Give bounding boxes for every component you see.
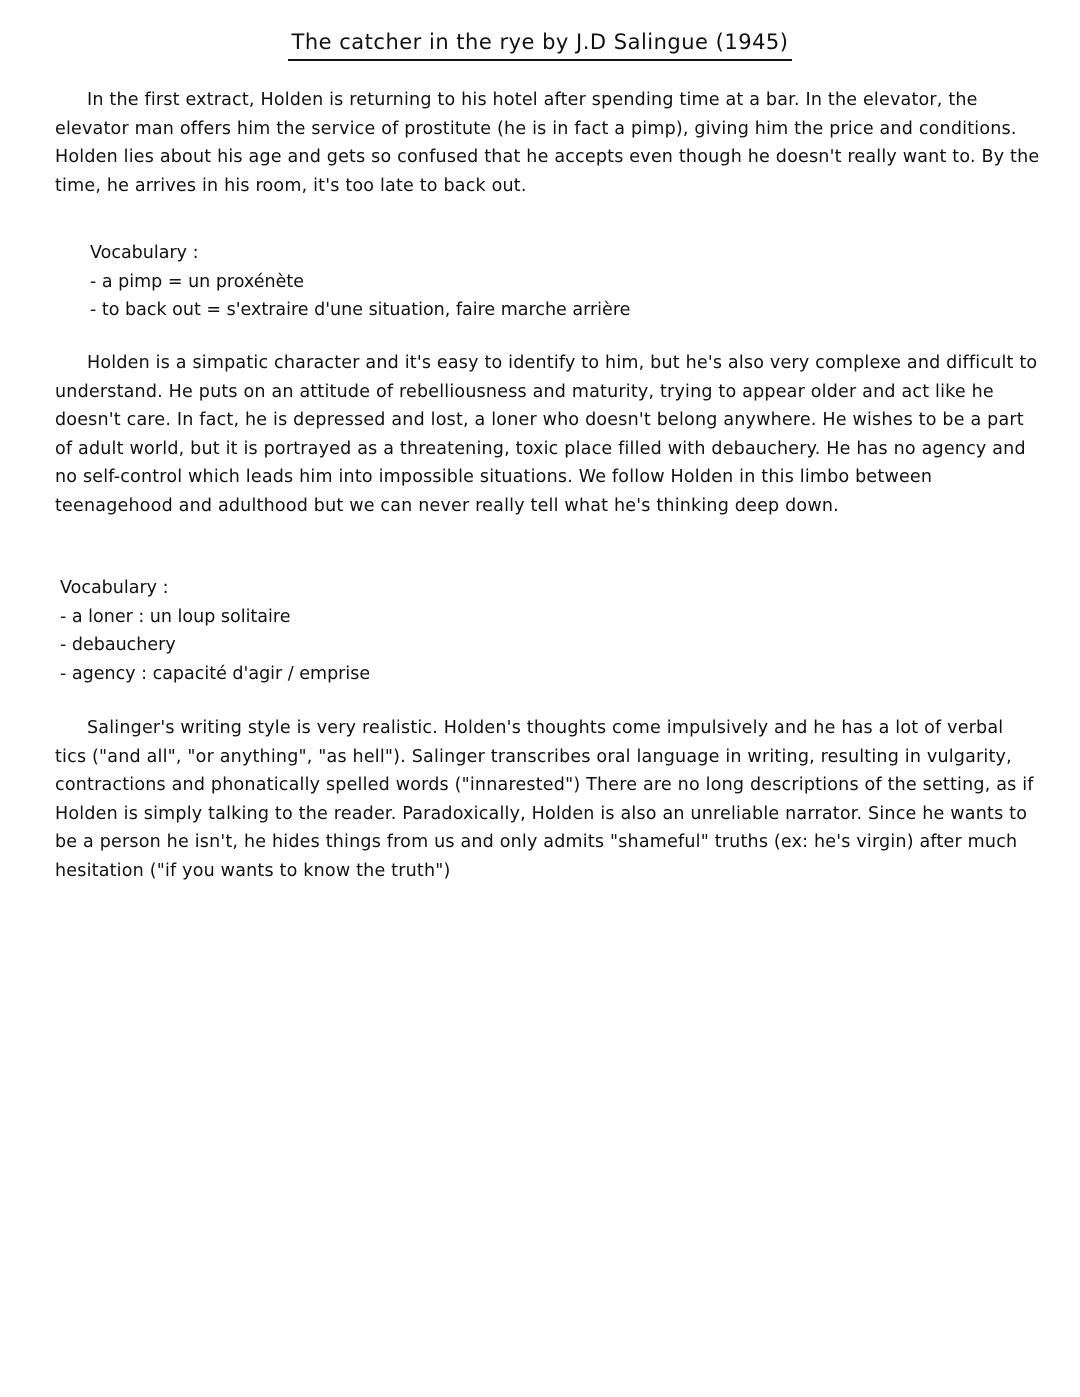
vocabulary-block-2 — [60, 574, 960, 688]
vocab-item-pimp: - a pimp = un proxénète — [90, 271, 304, 292]
page-title: The catcher in the rye by J.D Salingue (1945) — [288, 30, 793, 61]
vocabulary-list — [90, 268, 990, 325]
paragraph-summary: In the first extract, Holden is returning to his hotel after spending time at a bar. In the elevator, the elevator man offers him the service of prostitute (he is in fact a pimp), giving him the price and conditions. Holden lies about his age and gets so confused that he accepts even though he doesn't really want to. By the time, he arrives in his room, it's too late to back out. — [55, 90, 1040, 196]
paragraph-character: Holden is a simpatic character and it's easy to identify to him, but he's also very complexe and difficult to understand. He puts on an attitude of rebelliousness and maturity, trying to appear older and act like he doesn't care. In fact, he is depressed and lost, a loner who doesn't belong anywhere. He wishes to be a part of adult world, but it is portrayed as a threatening, toxic place filled with debauchery. He has no agency and no self-control which leads him into impossible situations. We follow Holden in this limbo between teenagehood and adulthood but we can never really tell what he's thinking deep down. — [55, 353, 1038, 516]
vocabulary-heading: Vocabulary : — [90, 243, 199, 263]
vocab-item-agency: - agency : capacité d'agir / emprise — [60, 663, 371, 684]
title-wrap — [0, 30, 1080, 61]
paragraph-writing-style: Salinger's writing style is very realistic. Holden's thoughts come impulsively and he has a lot of verbal tics ("and all", "or anything", "as hell"). Salinger transcribes oral language in writing, resulting in vulgarity, contractions and phonatically spelled words ("innarested") There are no long descriptions of the setting, as if Holden is simply talking to the reader. Paradoxically, Holden is also an unreliable narrator. Since he wants to be a person he isn't, he hides things from us and only admits "shameful" truths (ex: he's virgin) after much hesitation ("if you wants to know the truth") — [55, 718, 1034, 881]
vocabulary-block-1 — [90, 239, 990, 325]
vocabulary-heading: Vocabulary : — [60, 578, 169, 598]
vocabulary-list — [60, 603, 960, 689]
vocab-item-debauchery: - debauchery — [60, 635, 176, 655]
vocab-item-loner: - a loner : un loup solitaire — [60, 606, 291, 627]
vocab-item-back-out: - to back out = s'extraire d'une situation, faire marche arrière — [90, 300, 631, 320]
